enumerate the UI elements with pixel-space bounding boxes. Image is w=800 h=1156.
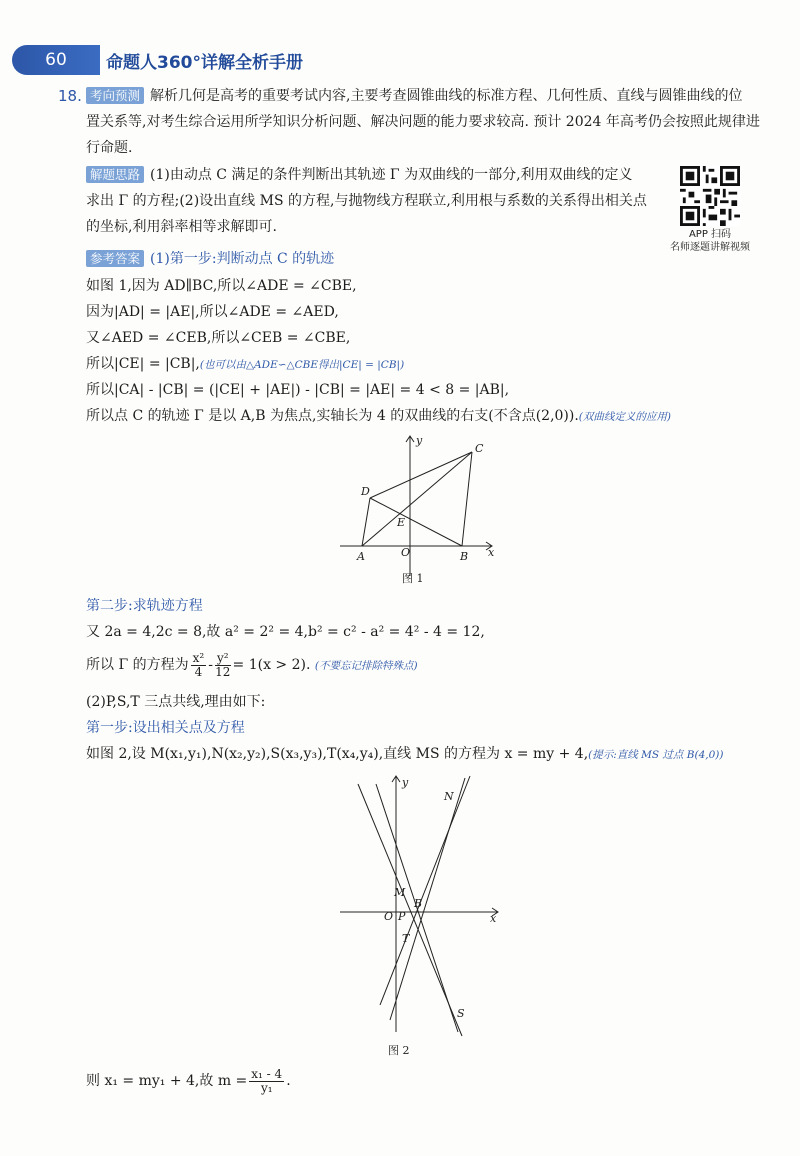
page-header: [12, 44, 382, 76]
proof-line-6: 所以点 C 的轨迹 Γ 是以 A,B 为焦点,实轴长为 4 的双曲线的右支(不含点(2,0)).(双曲线定义的应用): [86, 408, 671, 424]
answer-step1: 参考答案 (1)第一步:判断动点 C 的轨迹: [86, 247, 334, 271]
book-title: 命题人360°详解全析手册: [106, 52, 303, 73]
fig2-label-T: T: [402, 932, 410, 945]
fig1-label-y: y: [416, 434, 423, 447]
fig1-label-x: x: [488, 546, 495, 559]
figure-1: [330, 428, 510, 593]
approach-line-1: 解题思路 (1)由动点 C 满足的条件判断出其轨迹 Γ 为双曲线的一部分,利用双曲线的定义: [86, 163, 633, 187]
tag-approach: 解题思路: [86, 166, 144, 183]
fig1-label-E: E: [397, 516, 406, 529]
part2-line: (2)P,S,T 三点共线,理由如下:: [86, 694, 266, 710]
note-similar: (也可以由△ADE∽△CBE得出|CE| = |CB|): [199, 359, 405, 371]
approach-line-3: 的坐标,利用斜率相等求解即可.: [86, 219, 277, 235]
fig2-caption: 图 2: [388, 1044, 410, 1057]
fig1-line-DB: [370, 498, 462, 546]
final-line: 则 x₁ = my₁ + 4,故 m = $\frac{\text{x₁ - 4}}{\text{y₁}}$ .: [86, 1066, 291, 1095]
figure-2: [330, 770, 510, 1060]
note-hint: (提示:直线 MS 过点 B(4,0)): [588, 749, 724, 761]
fig1-label-O: O: [401, 546, 411, 559]
proof-line-3: 又∠AED = ∠CEB,所以∠CEB = ∠CBE,: [86, 330, 351, 346]
fig2-label-O: O: [384, 910, 394, 923]
part2-setup: 如图 2,设 M(x₁,y₁),N(x₂,y₂),S(x₃,y₃),T(x₄,y₄),直线 MS 的方程为 x = my + 4,(提示:直线 MS 过点 B(4,0)): [86, 746, 724, 762]
proof-line-2: 因为|AD| = |AE|,所以∠ADE = ∠AED,: [86, 304, 339, 320]
fig1-line-AD: [362, 498, 370, 546]
note-special-point: (不要忘记排除特殊点): [314, 660, 418, 672]
forecast-line-3: 行命题.: [86, 140, 133, 156]
fig1-line-BC: [462, 452, 472, 546]
fig2-label-S: S: [457, 1007, 465, 1020]
fig2-label-P: P: [398, 910, 406, 923]
fig2-label-x: x: [490, 912, 497, 925]
equation-line: 所以 Γ 的方程为 $\frac{\text{x²}}{4}$ - $\frac{\text{y²}}{12}$ = 1(x > 2). (不要忘记排除特殊点): [86, 650, 418, 679]
frac-x: $\frac{\text{x²}}{4}$: [192, 650, 205, 679]
step2-line: 又 2a = 4,2c = 8,故 a² = 2² = 4,b² = c² - a² = 4² - 4 = 12,: [86, 624, 485, 640]
proof-line-4: 所以|CE| = |CB|,(也可以由△ADE∽△CBE得出|CE| = |CB|): [86, 356, 405, 372]
fig1-label-C: C: [475, 442, 484, 455]
fig1-label-A: A: [357, 550, 365, 563]
fig2-label-N: N: [444, 790, 454, 803]
fig2-label-M: M: [394, 886, 406, 899]
fig1-line-DC: [370, 452, 472, 498]
fig2-label-y: y: [402, 776, 409, 789]
fig2-label-B: B: [414, 897, 423, 910]
step2-title: 第二步:求轨迹方程: [86, 598, 203, 614]
page-number: 60: [12, 45, 100, 75]
proof-line-5: 所以|CA| - |CB| = (|CE| + |AE|) - |CB| = |AE| = 4 < 8 = |AB|,: [86, 382, 510, 398]
fig2-line-3: [390, 778, 465, 1020]
tag-forecast: 考向预测: [86, 87, 144, 104]
proof-line-1: 如图 1,因为 AD∥BC,所以∠ADE = ∠CBE,: [86, 278, 357, 294]
forecast-line-1: 18. 考向预测 解析几何是高考的重要考试内容,主要考查圆锥曲线的标准方程、几何性质、直线与圆锥曲线的位: [86, 84, 742, 108]
note-definition: (双曲线定义的应用): [578, 411, 671, 423]
fig1-label-B: B: [460, 550, 469, 563]
forecast-line-2: 置关系等,对考生综合运用所学知识分析问题、解决问题的能力要求较高. 预计 2024 年高考仍会按照此规律进: [86, 114, 760, 130]
frac-y: $\frac{\text{y²}}{12}$: [215, 650, 231, 679]
part2-step1: 第一步:设出相关点及方程: [86, 720, 245, 736]
fig1-line-AC: [362, 452, 472, 546]
tag-answer: 参考答案: [86, 250, 144, 267]
frac-m: $\frac{\text{x₁ - 4}}{\text{y₁}}$: [251, 1066, 283, 1095]
question-number: 18.: [58, 87, 82, 105]
fig1-label-D: D: [361, 485, 370, 498]
fig1-caption: 图 1: [402, 572, 424, 585]
qr-code-icon[interactable]: [680, 166, 740, 226]
qr-caption: APP 扫码 名师逐题讲解视频: [670, 229, 750, 253]
approach-line-2: 求出 Γ 的方程;(2)设出直线 MS 的方程,与抛物线方程联立,利用根与系数的关系得出相关点: [86, 193, 647, 209]
